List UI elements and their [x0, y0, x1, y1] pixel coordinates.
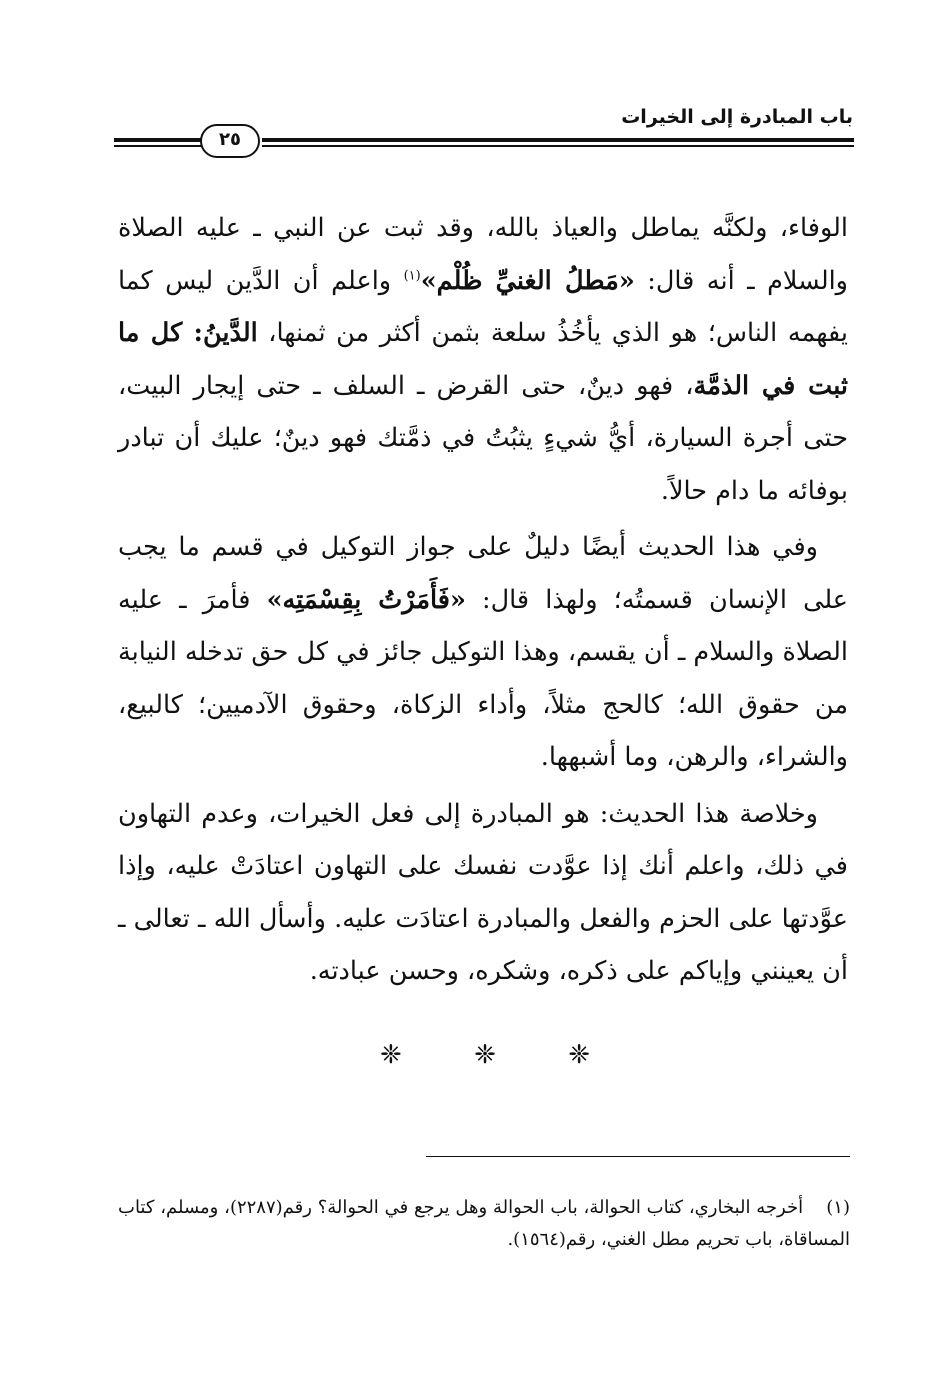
- text-run: ، فهو دينٌ، حتى القرض ـ السلف ـ حتى إيجار البيت، حتى أجرة السيارة، أيُّ شيءٍ يثبُتُ في ذمَّتك فهو دينٌ؛ عليك أن تبادر بوفائه ما دام حالاً.: [118, 370, 848, 506]
- ornament-star-icon: ❈: [474, 1040, 496, 1070]
- footnote-text: أخرجه البخاري، كتاب الحوالة، باب الحوالة وهل يرجع في الحوالة؟ رقم(٢٢٨٧)، ومسلم، كتاب المساقاة، باب تحريم مطل الغني، رقم(١٥٦٤).: [118, 1197, 850, 1250]
- text-run: وخلاصة هذا الحديث: هو المبادرة إلى فعل الخيرات، وعدم التهاون في ذلك، واعلم أنك إذا عوَّدت نفسك على التهاون اعتادَتْ عليه، وإذا عوَّدتها على الحزم والفعل والمبادرة اعتادَت عليه. وأسأل الله ـ تعالى ـ أن يعينني وإياكم على ذكره، وشكره، وحسن عبادته.: [118, 798, 848, 986]
- paragraph: [118, 521, 848, 784]
- text-run: فأمرَ ـ عليه الصلاة والسلام ـ أن يقسم، وهذا التوكيل جائز في كل حق تدخله النيابة من حقوق الله؛ كالحج مثلاً، وأداء الزكاة، وحقوق الآدميين؛ كالبيع، والشراء، والرهن، وما أشبهها.: [118, 584, 848, 772]
- footnote-marker: (١): [826, 1197, 850, 1218]
- text-run: وفي هذا الحديث أيضًا دليلٌ على جواز التوكيل في قسم ما يجب على الإنسان قسمتُه؛ ولهذا قال:: [118, 532, 848, 615]
- footnote: [118, 1192, 850, 1256]
- text-run: واعلم أن الدَّين ليس كما يفهمه الناس؛ هو الذي يأخُذُ سلعة بثمن أكثر من ثمنها،: [118, 265, 848, 348]
- ornament-star-icon: ❈: [568, 1040, 590, 1070]
- text-run: الوفاء، ولكنَّه يماطل والعياذ بالله، وقد ثبت عن النبي ـ عليه الصلاة والسلام ـ أنه قال:: [118, 213, 848, 296]
- footnote-divider: [426, 1156, 850, 1157]
- paragraph: [118, 788, 848, 998]
- footnote-reference: (١): [403, 268, 421, 283]
- ornament-star-icon: ❈: [380, 1040, 402, 1070]
- emphasized-text: «فَأَمَرْتُ بِقِسْمَتِه»: [266, 584, 466, 615]
- emphasized-text: الدَّينُ: كل ما ثبت في الذمَّة: [118, 318, 848, 401]
- section-separator: [380, 1040, 590, 1070]
- header-rule-left: [114, 138, 202, 148]
- header-rule-right: [262, 138, 854, 148]
- page-number: ٢٥: [200, 124, 260, 158]
- paragraph: [118, 202, 848, 517]
- emphasized-text: «مَطلُ الغنيِّ ظُلْم»: [420, 265, 635, 296]
- main-text: [118, 202, 848, 1002]
- chapter-title: باب المبادرة إلى الخيرات: [621, 106, 853, 128]
